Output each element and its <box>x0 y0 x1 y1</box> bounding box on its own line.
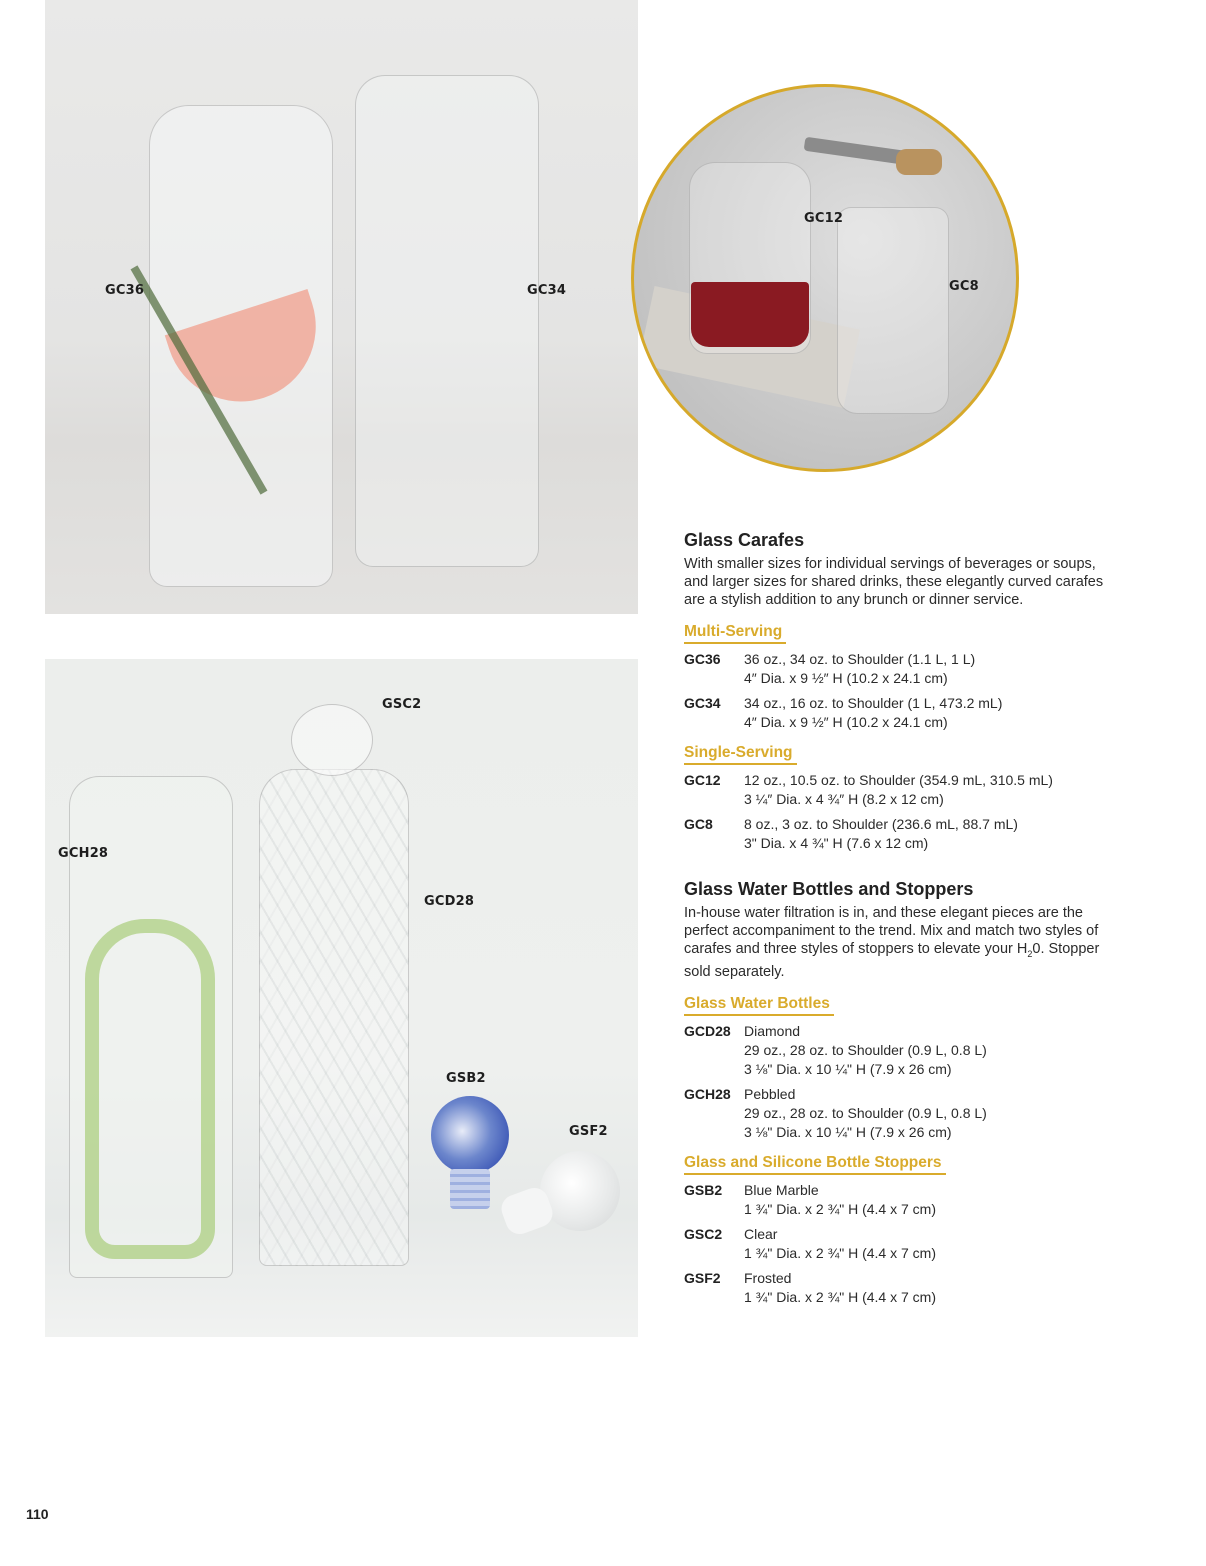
label-gch28: GCH28 <box>58 846 109 861</box>
product-spec: 1 ¾" Dia. x 2 ¾" H (4.4 x 7 cm) <box>744 1244 937 1261</box>
gsb2-stopper-image <box>431 1096 509 1174</box>
product-spec: 3 ¼″ Dia. x 4 ¾″ H (8.2 x 12 cm) <box>744 791 944 807</box>
product-text-column <box>684 530 1104 1313</box>
carafes-inset-photo <box>631 84 1019 472</box>
product-spec: 1 ¾" Dia. x 2 ¾" H (4.4 x 7 cm) <box>744 1200 937 1217</box>
gsb2-stopper-plug <box>450 1169 490 1209</box>
product-sku: GC34 <box>684 695 721 711</box>
subscript-2: 2 <box>1027 948 1033 959</box>
product-style: Diamond <box>744 1022 801 1039</box>
gc8-carafe-image <box>837 207 949 414</box>
product-spec: 1 ¾" Dia. x 2 ¾" H (4.4 x 7 cm) <box>744 1288 937 1305</box>
product-item-gsf2 <box>684 1269 1104 1307</box>
gc34-carafe-image <box>355 75 539 567</box>
product-style: Frosted <box>744 1269 792 1286</box>
product-spec: 3 ⅛" Dia. x 10 ¼" H (7.9 x 26 cm) <box>744 1123 952 1140</box>
label-gc8: GC8 <box>949 279 979 294</box>
product-item-gcd28 <box>684 1022 1104 1079</box>
cork-image <box>896 149 942 175</box>
section-description: With smaller sizes for individual servings of beverages or soups, and larger sizes for shared drinks, these elegantly curved carafes are a stylish addition to any brunch or dinner service. <box>684 556 1104 608</box>
gcd28-bottle-image <box>259 769 409 1266</box>
product-item-gc8 <box>684 815 1104 853</box>
product-sku: GC8 <box>684 816 713 832</box>
product-spec: 4″ Dia. x 9 ½″ H (10.2 x 24.1 cm) <box>744 714 948 730</box>
label-gsb2: GSB2 <box>446 1071 486 1086</box>
product-style: Clear <box>744 1225 778 1242</box>
product-spec: 36 oz., 34 oz. to Shoulder (1.1 L, 1 L) <box>744 651 976 667</box>
label-gsf2: GSF2 <box>569 1124 608 1139</box>
subheading-glass-water-bottles: Glass Water Bottles <box>684 995 834 1016</box>
product-spec: 29 oz., 28 oz. to Shoulder (0.9 L, 0.8 L) <box>744 1104 987 1121</box>
product-sku: GSC2 <box>684 1225 723 1242</box>
product-item-gc36 <box>684 650 1104 688</box>
product-spec: 29 oz., 28 oz. to Shoulder (0.9 L, 0.8 L) <box>744 1041 987 1058</box>
gsc2-stopper-image <box>291 704 373 776</box>
bottles-photo <box>45 659 638 1337</box>
label-gsc2: GSC2 <box>382 697 422 712</box>
product-sku: GC36 <box>684 651 721 667</box>
product-style: Blue Marble <box>744 1181 819 1198</box>
product-sku: GC12 <box>684 772 721 788</box>
product-sku: GSF2 <box>684 1269 721 1286</box>
product-item-gsb2 <box>684 1181 1104 1219</box>
product-spec: 3" Dia. x 4 ¾" H (7.6 x 12 cm) <box>744 835 929 851</box>
subheading-multi-serving: Multi-Serving <box>684 623 786 644</box>
product-spec: 34 oz., 16 oz. to Shoulder (1 L, 473.2 mL) <box>744 695 1003 711</box>
product-item-gc12 <box>684 771 1104 809</box>
subheading-single-serving: Single-Serving <box>684 744 797 765</box>
glass-carafes-section <box>684 530 1104 853</box>
product-item-gsc2 <box>684 1225 1104 1263</box>
product-item-gc34 <box>684 694 1104 732</box>
section-title: Glass Water Bottles and Stoppers <box>684 879 974 899</box>
description-text: 0. Stopper sold separately. <box>684 941 1100 980</box>
carafes-photo <box>45 0 638 614</box>
label-gcd28: GCD28 <box>424 894 475 909</box>
section-description <box>684 904 1104 981</box>
product-spec: 12 oz., 10.5 oz. to Shoulder (354.9 mL, 310.5 mL) <box>744 772 1053 788</box>
description-text: In-house water filtration is in, and these elegant pieces are the perfect accompaniment to the trend. Mix and match two styles of carafes and three styles of stoppers to elevate your H <box>684 905 1099 957</box>
product-spec: 3 ⅛" Dia. x 10 ¼" H (7.9 x 26 cm) <box>744 1060 952 1077</box>
page-number: 110 <box>26 1506 49 1522</box>
cucumber-slices-image <box>85 919 215 1259</box>
label-gc34: GC34 <box>527 283 567 298</box>
product-sku: GSB2 <box>684 1181 723 1198</box>
section-title: Glass Carafes <box>684 530 805 550</box>
label-gc12: GC12 <box>804 211 844 226</box>
product-sku: GCH28 <box>684 1085 731 1102</box>
product-item-gch28 <box>684 1085 1104 1142</box>
product-sku: GCD28 <box>684 1022 731 1039</box>
gsf2-stopper-image <box>540 1151 620 1231</box>
red-wine-image <box>691 282 809 347</box>
label-gc36: GC36 <box>105 283 145 298</box>
product-style: Pebbled <box>744 1085 796 1102</box>
product-spec: 8 oz., 3 oz. to Shoulder (236.6 mL, 88.7 mL) <box>744 816 1018 832</box>
product-spec: 4″ Dia. x 9 ½″ H (10.2 x 24.1 cm) <box>744 670 948 686</box>
subheading-bottle-stoppers: Glass and Silicone Bottle Stoppers <box>684 1154 946 1175</box>
water-bottles-section <box>684 879 1104 1307</box>
